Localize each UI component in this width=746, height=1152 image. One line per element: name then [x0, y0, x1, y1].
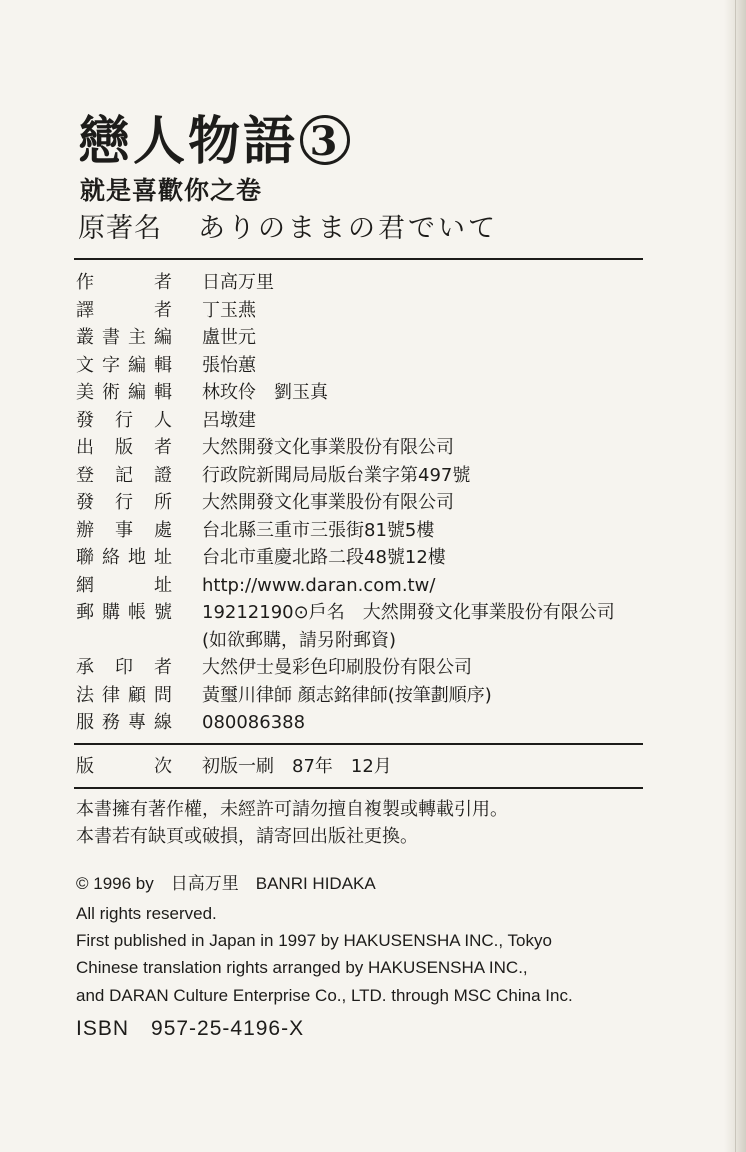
translation-rights-line-2: and DARAN Culture Enterprise Co., LTD. through MSC China Inc. — [76, 986, 573, 1005]
credit-label: 登記證 — [76, 464, 172, 486]
credit-value: 日高万里 — [202, 272, 274, 293]
book-title-main: 戀人物語 — [78, 112, 299, 172]
credit-row-issuing-office — [76, 490, 656, 518]
credit-value: 大然開發文化事業股份有限公司 — [202, 437, 454, 458]
credit-value: 黃璽川律師 顏志銘律師(按筆劃順序) — [202, 684, 492, 706]
credit-row-author — [76, 270, 656, 298]
original-title-label: 原著名 — [78, 213, 162, 244]
credit-row-publisher-person — [76, 408, 656, 436]
credit-label: 辦事處 — [76, 519, 172, 541]
credit-row-art-editor — [76, 380, 656, 408]
credit-row-legal-counsel — [76, 683, 656, 711]
divider-top — [74, 258, 643, 260]
credit-value: 19212190⊙戶名 大然開發文化事業股份有限公司 — [202, 602, 615, 623]
credit-row-printer — [76, 655, 656, 683]
credit-label: 郵購帳號 — [76, 602, 172, 623]
credit-value: 林玫伶 劉玉真 — [202, 382, 328, 403]
credit-label: 譯 者 — [76, 299, 172, 321]
original-title — [78, 212, 498, 246]
credit-label: 叢書主編 — [76, 327, 172, 348]
edition-label: 版 次 — [76, 756, 172, 777]
credit-value: 行政院新聞局局版台業字第497號 — [202, 464, 471, 486]
credit-value: 大然伊士曼彩色印刷股份有限公司 — [202, 657, 472, 678]
first-published-line: First published in Japan in 1997 by HAKUSENSHA INC., Tokyo — [76, 931, 552, 950]
credits-list — [76, 270, 656, 738]
credit-row-translator — [76, 298, 656, 326]
replacement-notice: 本書若有缺頁或破損，請寄回出版社更換。 — [76, 826, 418, 847]
copyright-notice: 本書擁有著作權，未經許可請勿擅自複製或轉載引用。 — [76, 799, 508, 820]
isbn: ISBN 957-25-4196-X — [76, 1017, 305, 1040]
credit-value: 台北市重慶北路二段48號12樓 — [202, 547, 446, 568]
credit-row-text-editor — [76, 353, 656, 381]
rights-line: All rights reserved. — [76, 904, 217, 923]
book-title — [78, 112, 350, 172]
edition-row — [76, 752, 656, 782]
credit-value: 呂墩建 — [202, 409, 256, 431]
credit-row-contact-address — [76, 545, 656, 573]
copyright-line: © 1996 by 日高万里 BANRI HIDAKA — [76, 874, 376, 893]
original-title-value: ありのままの君でいて — [198, 213, 498, 244]
credit-value: 丁玉燕 — [202, 299, 256, 321]
credit-value: 張怡蕙 — [202, 354, 256, 376]
credit-row-website — [76, 573, 656, 601]
credit-label: 作 者 — [76, 272, 172, 293]
credit-value: 大然開發文化事業股份有限公司 — [202, 492, 454, 513]
edition-value: 初版一刷 87年 12月 — [202, 756, 392, 777]
credit-label: 聯絡地址 — [76, 547, 172, 568]
credit-row-registration — [76, 463, 656, 491]
book-subtitle: 就是喜歡你之卷 — [80, 176, 263, 205]
credit-label: 文字編輯 — [76, 354, 172, 376]
translation-rights-line-1: Chinese translation rights arranged by HAKUSENSHA INC., — [76, 958, 528, 977]
volume-number-circle: 3 — [300, 115, 350, 165]
credit-label: 美術編輯 — [76, 382, 172, 403]
credit-row-publisher — [76, 435, 656, 463]
credit-row-series-editor — [76, 325, 656, 353]
credit-value: 盧世元 — [202, 327, 256, 348]
credit-row-office-address — [76, 518, 656, 546]
credit-label: 服務專線 — [76, 712, 172, 733]
credit-row-postal-account — [76, 600, 656, 628]
credit-label: 法律顧問 — [76, 684, 172, 706]
divider-middle — [74, 743, 643, 745]
divider-bottom — [74, 787, 643, 789]
credit-label: 發行所 — [76, 492, 172, 513]
credit-label: 出版者 — [76, 437, 172, 458]
credit-value: (如欲郵購，請另附郵資) — [202, 629, 397, 651]
credit-label: 承印者 — [76, 657, 172, 678]
credit-value: http://www.daran.com.tw/ — [202, 574, 436, 596]
credit-row-service-line — [76, 710, 656, 738]
credit-label: 網 址 — [76, 574, 172, 596]
page-edge-line — [735, 0, 736, 1152]
credit-value: 080086388 — [202, 712, 306, 733]
credit-value: 台北縣三重市三張街81號5樓 — [202, 519, 435, 541]
credit-row-postal-note — [76, 628, 656, 656]
credit-label: 發行人 — [76, 409, 172, 431]
